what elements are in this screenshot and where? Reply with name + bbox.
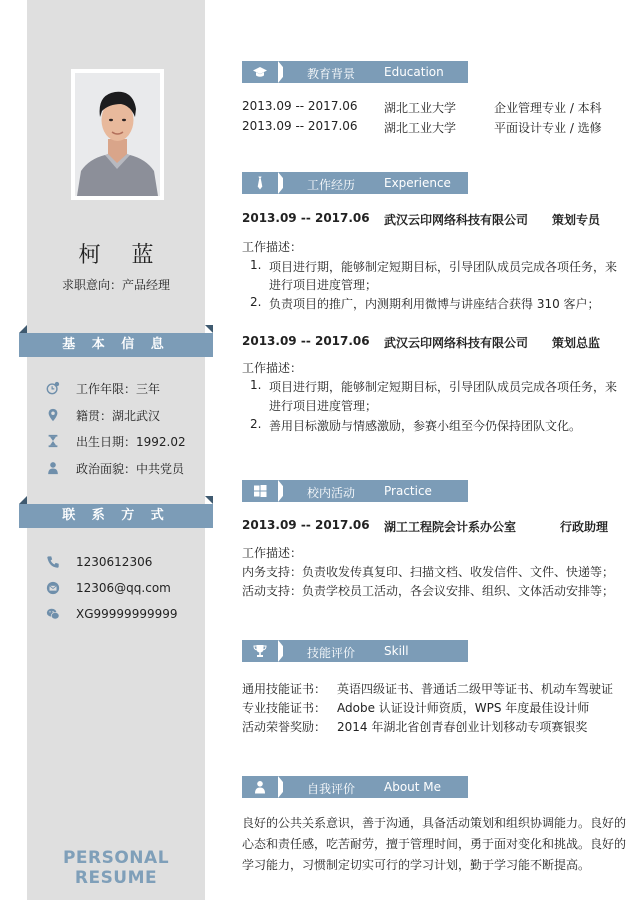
job-role: 策划专员 — [552, 213, 601, 227]
list-item: 项目进行期，能够制定短期目标，引导团队成员完成各项任务，来 — [269, 260, 618, 274]
section-title-cn: 技能评价 — [307, 646, 356, 660]
section-title-cn: 自我评价 — [307, 782, 356, 796]
job-period: 2013.09 -- 2017.06 — [242, 211, 370, 225]
person-icon — [242, 776, 278, 798]
contact-wechat — [45, 604, 178, 624]
about-line: 学习能力，习惯制定切实可行的学习计划，勤于学习能不断提高。 — [242, 858, 591, 872]
list-number: 2. — [250, 417, 262, 431]
info-work-years — [45, 378, 160, 398]
list-number: 1. — [250, 378, 262, 392]
skill-value: 英语四级证书、普通话二级甲等证书、机动车驾驶证 — [337, 682, 614, 696]
practice-line: 内务支持：负责收发传真复印、扫描文档、收发信件、文件、快递等； — [242, 565, 615, 579]
section-title-en: Practice — [384, 484, 432, 498]
info-hometown-text: 籍贯：湖北武汉 — [76, 408, 161, 423]
list-item: 善用目标激励与情感激励，参赛小组至今仍保持团队文化。 — [269, 419, 582, 433]
hourglass-icon — [45, 433, 61, 449]
list-item-cont: 进行项目进度管理； — [269, 399, 378, 413]
skill-label: 活动荣誉奖励： — [242, 720, 327, 734]
education-row: 2013.09 -- 2017.06 — [242, 119, 358, 133]
skill-value: Adobe 认证设计师资质，WPS 年度最佳设计师 — [337, 701, 590, 715]
about-line: 心态和责任感，吃苦耐劳，擅于管理时间，勇于面对变化和挑战。良好的 — [242, 837, 627, 851]
profile-photo — [75, 73, 160, 196]
wechat-icon — [45, 606, 61, 622]
job-company: 武汉云印网络科技有限公司 — [384, 336, 529, 350]
practice-org: 湖工工程院会计系办公室 — [384, 520, 517, 534]
contact-phone-text: 1230612306 — [76, 555, 153, 569]
job-intent: 求职意向：产品经理 — [61, 278, 170, 292]
section-header-about — [242, 776, 468, 798]
info-birth-date — [45, 431, 186, 451]
contact-email-text: 12306@qq.com — [76, 581, 171, 595]
section-title-en: About Me — [384, 780, 442, 794]
email-icon — [45, 580, 61, 596]
candidate-name: 柯 蓝 — [78, 243, 166, 268]
job-desc-label: 工作描述： — [242, 240, 303, 254]
trophy-icon — [242, 640, 278, 662]
personal-resume-footer: PERSONAL RESUME — [62, 848, 170, 888]
education-school: 湖北工业大学 — [384, 101, 457, 115]
contact-email — [45, 578, 171, 598]
job-desc-label: 工作描述： — [242, 361, 303, 375]
practice-desc-label: 工作描述： — [242, 546, 303, 560]
info-birth-date-text: 出生日期：1992.02 — [76, 434, 186, 449]
education-major: 平面设计专业 / 选修 — [494, 121, 602, 135]
education-school: 湖北工业大学 — [384, 121, 457, 135]
section-title-en: Education — [384, 65, 444, 79]
person-icon — [45, 460, 61, 476]
about-line: 良好的公共关系意识，善于沟通，具备活动策划和组织协调能力。良好的 — [242, 816, 627, 830]
info-political-status-text: 政治面貌：中共党员 — [76, 461, 185, 476]
section-title-en: Skill — [384, 644, 409, 658]
list-number: 2. — [250, 295, 262, 309]
contact-phone — [45, 552, 152, 572]
info-political-status — [45, 458, 184, 478]
education-row: 2013.09 -- 2017.06 — [242, 99, 358, 113]
phone-icon — [45, 554, 61, 570]
windows-icon — [242, 480, 278, 502]
section-title-cn: 工作经历 — [307, 178, 356, 192]
section-header-skill — [242, 640, 468, 662]
profile-photo-frame — [71, 69, 164, 200]
practice-role: 行政助理 — [560, 520, 609, 534]
job-company: 武汉云印网络科技有限公司 — [384, 213, 529, 227]
clock-icon — [45, 380, 61, 396]
practice-period: 2013.09 -- 2017.06 — [242, 518, 370, 532]
job-role: 策划总监 — [552, 336, 601, 350]
section-title-cn: 教育背景 — [307, 67, 356, 81]
section-header-experience — [242, 172, 468, 194]
section-header-education — [242, 61, 468, 83]
section-header-practice — [242, 480, 468, 502]
contact-banner: 联 系 方 式 — [19, 504, 213, 528]
education-major: 企业管理专业 / 本科 — [494, 101, 602, 115]
list-number: 1. — [250, 258, 262, 272]
graduation-cap-icon — [242, 61, 278, 83]
tie-icon — [242, 172, 278, 194]
skill-label: 通用技能证书： — [242, 682, 327, 696]
list-item: 负责项目的推广，内测期利用微博与讲座结合获得 310 客户； — [269, 297, 600, 311]
practice-line: 活动支持：负责学校员工活动，各会议安排、组织、文体活动安排等； — [242, 584, 615, 598]
location-pin-icon — [45, 407, 61, 423]
contact-wechat-text: XG99999999999 — [76, 607, 178, 621]
skill-label: 专业技能证书： — [242, 701, 327, 715]
info-work-years-text: 工作年限：三年 — [76, 381, 161, 396]
list-item-cont: 进行项目进度管理； — [269, 278, 378, 292]
section-title-cn: 校内活动 — [307, 486, 356, 500]
job-period: 2013.09 -- 2017.06 — [242, 334, 370, 348]
list-item: 项目进行期，能够制定短期目标，引导团队成员完成各项任务，来 — [269, 380, 618, 394]
section-title-en: Experience — [384, 176, 451, 190]
skill-value: 2014 年湖北省创青春创业计划移动专项赛银奖 — [337, 720, 588, 734]
basic-info-banner: 基 本 信 息 — [19, 333, 213, 357]
info-hometown — [45, 405, 160, 425]
